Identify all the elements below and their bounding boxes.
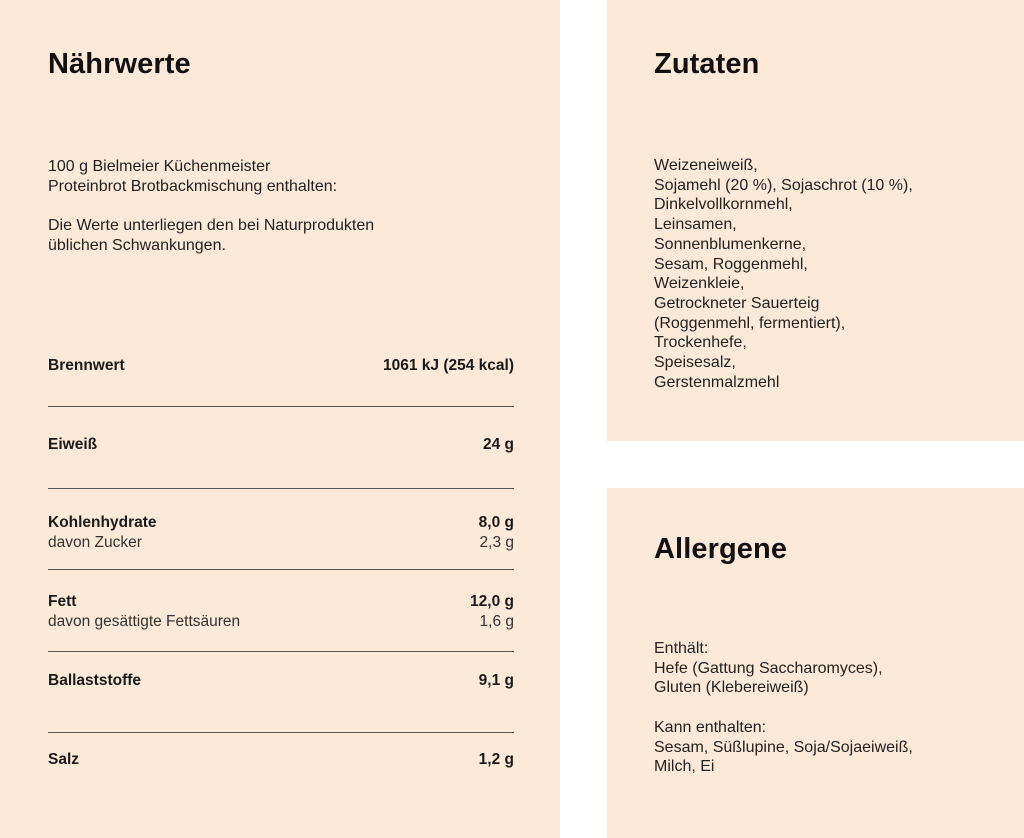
nutrition-note xyxy=(48,216,374,255)
nutrition-intro-line: Proteinbrot Brotbackmischung enthalten: xyxy=(48,177,338,195)
allergen-line: Gluten (Klebereiweiß) xyxy=(654,679,809,697)
ingredient-line: Sojamehl (20 %), Sojaschrot (10 %), xyxy=(654,176,913,194)
ingredient-line: Gerstenmalzmehl xyxy=(654,373,780,391)
nutrition-row-subvalue: 2,3 g xyxy=(479,534,514,551)
nutrition-row-label: Eiweiß xyxy=(48,436,98,453)
nutrition-row-value: 1061 kJ (254 kcal) xyxy=(383,357,514,374)
ingredient-line: Trockenhefe, xyxy=(654,334,747,352)
ingredient-line: (Roggenmehl, fermentiert), xyxy=(654,314,846,332)
nutrition-row-value: 8,0 g xyxy=(478,514,514,531)
row-divider xyxy=(48,651,514,652)
nutrition-row-sublabel: davon gesättigte Fettsäuren xyxy=(48,613,241,630)
ingredient-line: Sonnenblumenkerne, xyxy=(654,235,807,253)
ingredient-line: Weizenkleie, xyxy=(654,275,745,293)
ingredients-panel xyxy=(607,0,1024,441)
allergen-line: Enthält: xyxy=(654,640,709,657)
nutrition-row-label: Fett xyxy=(48,593,77,610)
row-divider xyxy=(48,732,514,733)
nutrition-note-line: Die Werte unterliegen den bei Naturprodukten xyxy=(48,217,375,234)
ingredients-list xyxy=(654,156,913,392)
allergens-title: Allergene xyxy=(654,533,788,565)
ingredient-line: Dinkelvollkornmehl, xyxy=(654,196,793,214)
ingredient-line: Leinsamen, xyxy=(654,216,737,234)
nutrition-row-value: 9,1 g xyxy=(478,672,514,689)
ingredient-line: Sesam, Roggenmehl, xyxy=(654,255,808,273)
nutrition-note-line: üblichen Schwankungen. xyxy=(48,236,226,254)
row-divider xyxy=(48,569,514,570)
allergens-contains xyxy=(654,639,883,698)
allergen-line: Kann enthalten: xyxy=(654,719,767,736)
allergen-line: Milch, Ei xyxy=(654,758,715,776)
nutrition-row-value: 1,2 g xyxy=(478,751,514,768)
nutrition-row-label: Ballaststoffe xyxy=(48,672,142,689)
ingredient-line: Speisesalz, xyxy=(654,354,736,372)
allergen-line: Hefe (Gattung Saccharomyces), xyxy=(654,659,883,677)
ingredient-line: Weizeneiweiß, xyxy=(654,157,758,174)
nutrition-intro xyxy=(48,157,337,196)
nutrition-row-subvalue: 1,6 g xyxy=(479,613,514,630)
nutrition-row-label: Brennwert xyxy=(48,357,125,374)
allergens-panel xyxy=(607,488,1024,838)
row-divider xyxy=(48,488,514,489)
nutrition-intro-line: 100 g Bielmeier Küchenmeister xyxy=(48,158,271,175)
row-divider xyxy=(48,406,514,407)
allergens-may-contain xyxy=(654,718,913,777)
nutrition-row-label: Kohlenhydrate xyxy=(48,514,157,531)
ingredient-line: Getrockneter Sauerteig xyxy=(654,294,820,312)
nutrition-title: Nährwerte xyxy=(48,48,191,80)
nutrition-row-sublabel: davon Zucker xyxy=(48,534,142,551)
ingredients-title: Zutaten xyxy=(654,48,760,80)
nutrition-row-value: 12,0 g xyxy=(470,593,514,610)
nutrition-row-label: Salz xyxy=(48,751,80,768)
allergen-line: Sesam, Süßlupine, Soja/Sojaeiweiß, xyxy=(654,738,913,756)
nutrition-row-value: 24 g xyxy=(482,436,514,453)
